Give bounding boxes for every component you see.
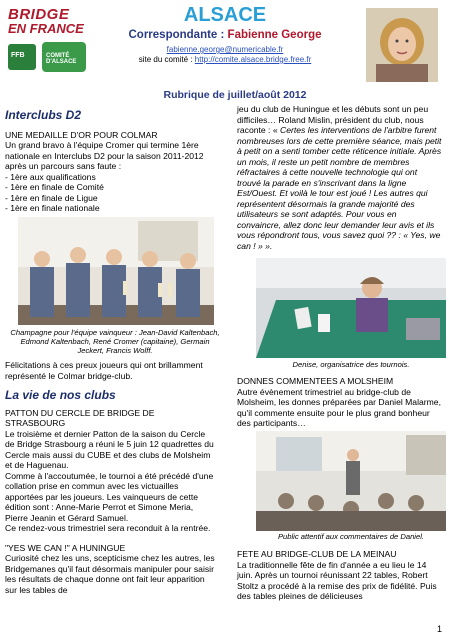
para-huningue: Curiosité chez les uns, scepticisme chez les autres, les Bridgemanes qu'il faut désormais manipuler pour saisir les résultats de chaque donne ont fait leur apparition sur les tables de: [5, 553, 215, 595]
subheading-meinau: FETE AU BRIDGE-CLUB DE LA MEINAU: [237, 549, 397, 559]
caption-molsheim: Public attentif aux commentaires de Daniel.: [277, 532, 425, 541]
bullet-4: - 1ère en finale nationale: [5, 203, 100, 213]
team-photo: [18, 217, 214, 325]
correspondent-line: Correspondante : Fabienne George: [128, 29, 322, 41]
para-patton: Le troisième et dernier Patton de la saison du Cercle de Bridge Strasbourg a réuni le 5 juin 12 quadrettes du Cercle mais aussi du CUBE et des clubs de Molsheim et de Haguenau.: [5, 428, 214, 470]
page-number: 1: [436, 624, 442, 634]
site-link[interactable]: http://comite.alsace.bridge.free.fr: [194, 55, 312, 64]
bullet-1: - 1ère aux qualifications: [5, 171, 96, 182]
right-column: [237, 104, 442, 251]
caption-denise: Denise, organisatrice des tournois.: [292, 360, 410, 369]
ffb-logo: FFB: [8, 44, 36, 70]
para-rendezvous: Ce rendez-vous trimestriel sera reconduit à la rentrée.: [5, 523, 211, 533]
para-molsheim: Autre évènement trimestriel au bridge-club de Molsheim, les donnes préparées par Daniel Malarme, qu'il commente ensuite pour le plus grand bonheur des participants…: [237, 386, 441, 428]
subheading-patton: PATTON DU CERCLE DE BRIDGE DE STRASBOURG: [5, 407, 155, 428]
bridge-en-france-logo: [4, 6, 98, 74]
subheading-huningue: "YES WE CAN !" A HUNINGUE: [5, 542, 126, 553]
region-title: ALSACE: [183, 4, 267, 26]
para-felicitations: Félicitations à ces preux joueurs qui ont brillamment représenté le Colmar bridge-club.: [5, 360, 203, 381]
denise-photo: [256, 258, 446, 358]
para-bravo: Un grand bravo à l'équipe Cromer qui termine 1ère nationale en Interclubs D2 pour la saison 2011-2012 après un parcours sans faute :: [5, 140, 204, 171]
para-mislin: jeu du club de Huningue et les débuts sont un peu difficiles… Roland Mislin, président du club, nous raconte : « Certes les interventions de l'arbitre furent nombreuses lors de cette première séance, mais petit à petit on a senti tomber cette réticence initiale. Après un mois, il reste un petit nombre de membres réfractaires à cette nouvelle technologie qui ont trouvé la parade en s'inscrivant dans la ligne Est/Ouest. Et voilà le tour est joué ! Les autres qui représentent désormais la grande majorité des utilisateurs se sont adaptés. Pour vous en convaincre, allez donc leur demander leur avis et ils vous répondront tous, vous savez quoi ?? : « Yes, we can ! » ».: [237, 104, 442, 251]
subheading-molsheim: DONNES COMMENTEES A MOLSHEIM: [237, 376, 394, 386]
correspondent-photo: [366, 8, 438, 82]
logo-line1: BRIDGE: [8, 6, 70, 23]
molsheim-photo: [256, 431, 446, 531]
right-column-3: [237, 549, 442, 602]
rubrique-title: Rubrique de juillet/août 2012: [163, 89, 307, 101]
subheading-medaille: UNE MEDAILLE D'OR POUR COLMAR: [5, 129, 158, 140]
site-line: site du comité : http://comite.alsace.bridge.free.fr: [138, 55, 312, 64]
bullet-2: - 1ère en finale de Comité: [5, 182, 104, 192]
heading-vie-clubs: La vie de nos clubs: [5, 388, 116, 402]
left-column-2: [5, 360, 215, 595]
para-collation: Comme à l'accoutumée, le tournoi a été précédé d'une collation prise en commun avec les victuailles apportées par les joueurs. Les vainqueurs de cette édition sont : Anne-Marie Perrot et Simone Meria, Pierre Jeanin et Gérard Samuel.: [5, 470, 214, 523]
para-meinau: La traditionnelle fête de fin d'année a eu lieu le 14 juin. Après un tournoi réunissant 22 tables, Robert Stoltz a procédé à la remise des prix de fidélité. Puis des tables pleines de délicieuses: [237, 559, 437, 601]
right-column-2: [237, 376, 442, 429]
correspondent-name: Fabienne George: [227, 29, 322, 41]
caption-team: Champagne pour l'équipe vainqueur : Jean-David Kaltenbach, Edmond Kaltenbach, René Cromer (capitaine), Germain Jeckert, Francis Wolff.: [10, 328, 220, 355]
heading-interclubs: Interclubs D2: [5, 108, 82, 122]
bullet-3: - 1ère en finale de Ligue: [5, 192, 98, 203]
logo-line2: EN FRANCE: [8, 21, 84, 36]
left-column: [5, 110, 205, 214]
email-link[interactable]: fabienne.george@numericable.fr: [166, 45, 284, 54]
comite-alsace-logo: COMITÉ D'ALSACE: [42, 42, 86, 72]
